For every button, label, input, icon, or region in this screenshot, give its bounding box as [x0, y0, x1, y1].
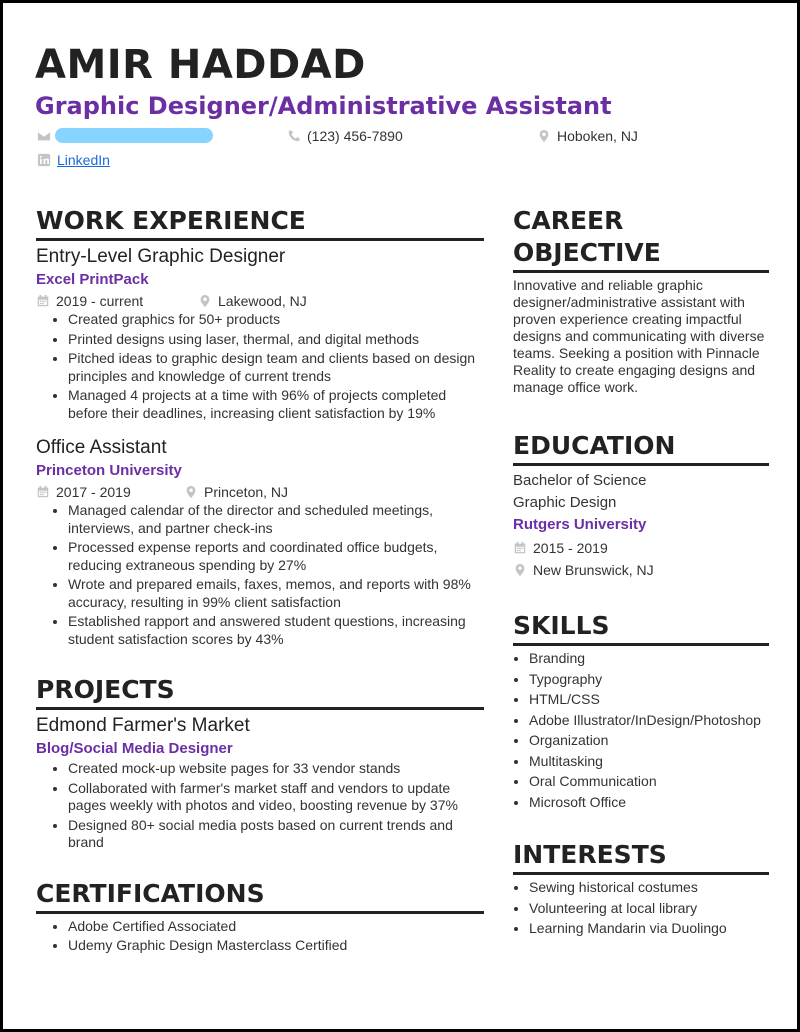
list-item: • HTML/CSS	[529, 691, 769, 709]
heading-line: CAREER	[513, 206, 624, 235]
degree: Bachelor of Science	[513, 472, 647, 489]
skills-list	[513, 650, 769, 811]
list-item: • Collaborated with farmer's market staff and vendors to update pages weekly with photos and video, boosting revenue by 37%	[68, 780, 484, 815]
job-meta	[36, 291, 484, 311]
project-bullets	[36, 760, 484, 852]
location-contact	[537, 125, 638, 147]
candidate-title: Graphic Designer/Administrative Assistant	[35, 92, 612, 120]
list-item: • Sewing historical costumes	[529, 879, 769, 897]
list-item: • Multitasking	[529, 753, 769, 771]
list-item: • Managed calendar of the director and scheduled meetings, interviews, and partner check-ins	[68, 502, 484, 537]
map-pin-icon	[184, 485, 198, 499]
linkedin-icon	[37, 153, 51, 167]
project-entry	[36, 714, 484, 852]
job-company: Princeton University	[36, 462, 182, 479]
list-item: • Branding	[529, 650, 769, 668]
right-column	[513, 205, 769, 941]
map-pin-icon	[513, 563, 527, 577]
list-item: • Volunteering at local library	[529, 900, 769, 918]
list-item: • Oral Communication	[529, 773, 769, 791]
list-item: • Created graphics for 50+ products	[68, 311, 484, 329]
list-item: • Printed designs using laser, thermal, and digital methods	[68, 331, 484, 349]
list-item: • Processed expense reports and coordinated office budgets, reducing extraneous spending by 27%	[68, 539, 484, 574]
job-dates: 2017 - 2019	[56, 484, 131, 500]
list-item: • Typography	[529, 671, 769, 689]
field-of-study: Graphic Design	[513, 494, 617, 511]
job-location: Lakewood, NJ	[218, 293, 307, 309]
list-item: • Established rapport and answered student questions, increasing student satisfaction scores by 43%	[68, 613, 484, 648]
calendar-icon	[36, 294, 50, 308]
list-item: • Microsoft Office	[529, 794, 769, 812]
phone-contact	[287, 125, 403, 147]
location-text: Hoboken, NJ	[557, 128, 638, 144]
contact-row-2	[35, 149, 775, 173]
objective-text: Innovative and reliable graphic designer/administrative assistant with proven experience creating impactful designs and communicating with diverse teams. Seeking a position with Pinnacle Reality to create engaging designs and manage office work.	[513, 277, 765, 395]
job-bullets	[36, 502, 484, 648]
project-role: Blog/Social Media Designer	[36, 740, 233, 757]
linkedin-contact[interactable]	[37, 149, 110, 171]
list-item: • Created mock-up website pages for 33 vendor stands	[68, 760, 484, 778]
job-entry	[36, 245, 484, 422]
list-item: • Adobe Illustrator/InDesign/Photoshop	[529, 712, 769, 730]
job-title: Office Assistant	[36, 437, 167, 458]
envelope-icon	[37, 129, 51, 143]
job-meta	[36, 482, 484, 502]
interests-list	[513, 879, 769, 938]
education-dates-text: 2015 - 2019	[533, 540, 608, 556]
career-objective-heading	[513, 205, 769, 273]
education-location-text: New Brunswick, NJ	[533, 562, 654, 578]
work-experience-heading: WORK EXPERIENCE	[36, 205, 484, 241]
list-item: • Udemy Graphic Design Masterclass Certified	[68, 937, 484, 955]
list-item: • Designed 80+ social media posts based on current trends and brand	[68, 817, 484, 852]
job-company: Excel PrintPack	[36, 271, 149, 288]
certifications-list	[36, 918, 484, 955]
map-pin-icon	[537, 129, 551, 143]
job-dates: 2019 - current	[56, 293, 144, 309]
resume-header	[35, 43, 775, 173]
left-column	[36, 205, 484, 957]
list-item: • Wrote and prepared emails, faxes, memos, and reports with 98% accuracy, resulting in 99% client satisfaction	[68, 576, 484, 611]
job-bullets	[36, 311, 484, 422]
email-contact	[37, 125, 65, 147]
projects-heading: PROJECTS	[36, 674, 484, 710]
project-title: Edmond Farmer's Market	[36, 715, 250, 736]
candidate-name: AMIR HADDAD	[35, 42, 366, 88]
list-item: • Pitched ideas to graphic design team and clients based on design principles and knowledge of current trends	[68, 350, 484, 385]
list-item: • Organization	[529, 732, 769, 750]
phone-icon	[287, 129, 301, 143]
interests-heading: INTERESTS	[513, 839, 769, 875]
job-title: Entry-Level Graphic Designer	[36, 246, 286, 267]
job-entry	[36, 436, 484, 648]
school-name: Rutgers University	[513, 516, 647, 533]
education-location	[513, 560, 769, 580]
certifications-heading: CERTIFICATIONS	[36, 878, 484, 914]
contact-row-1	[35, 125, 775, 149]
skills-heading: SKILLS	[513, 610, 769, 646]
calendar-icon	[513, 541, 527, 555]
calendar-icon	[36, 485, 50, 499]
education-dates	[513, 538, 769, 558]
education-heading: EDUCATION	[513, 430, 769, 466]
phone-text: (123) 456-7890	[307, 128, 403, 144]
email-redaction	[55, 128, 213, 143]
heading-line: OBJECTIVE	[513, 238, 661, 267]
linkedin-link[interactable]: LinkedIn	[57, 152, 110, 168]
map-pin-icon	[198, 294, 212, 308]
list-item: • Managed 4 projects at a time with 96% of projects completed before their deadlines, increasing client satisfaction by 19%	[68, 387, 484, 422]
list-item: • Learning Mandarin via Duolingo	[529, 920, 769, 938]
job-location: Princeton, NJ	[204, 484, 289, 500]
list-item: • Adobe Certified Associated	[68, 918, 484, 936]
